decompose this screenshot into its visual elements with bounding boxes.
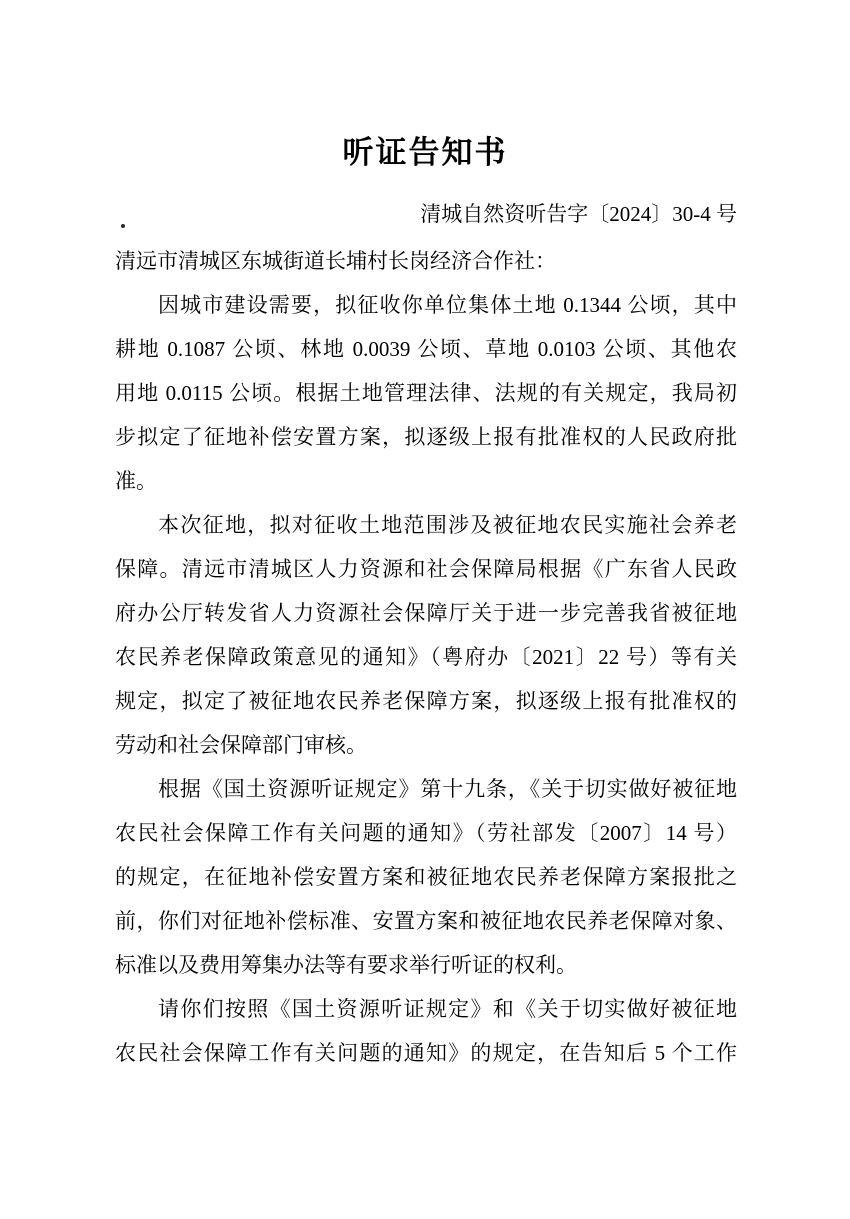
- document-line: 保障。清远市清城区人力资源和社会保障局根据《广东省人民政: [115, 557, 737, 581]
- document-body: [115, 239, 737, 1075]
- document-line: 因城市建设需要，拟征收你单位集体土地 0.1344 公顷，其中: [158, 293, 737, 317]
- document-line: 农民社会保障工作有关问题的通知》（劳社部发〔2007〕14 号）: [115, 821, 737, 845]
- document-line: 的规定，在征地补偿安置方案和被征地农民养老保障方案报批之: [115, 865, 737, 889]
- document-line: 劳动和社会保障部门审核。: [115, 733, 367, 757]
- document-line: 根据《国土资源听证规定》第十九条，《关于切实做好被征地: [158, 777, 737, 801]
- document-line: 农民养老保障政策意见的通知》（粤府办〔2021〕22 号）等有关: [115, 645, 737, 669]
- document-line: 本次征地，拟对征收土地范围涉及被征地农民实施社会养老: [158, 513, 737, 537]
- document-line: 用地 0.0115 公顷。根据土地管理法律、法规的有关规定，我局初: [115, 381, 737, 405]
- document-line: 准。: [115, 469, 157, 493]
- addressee-line: 清远市清城区东城街道长埔村长岗经济合作社：: [115, 249, 556, 273]
- document-line: 农民社会保障工作有关问题的通知》的规定，在告知后 5 个工作: [115, 1041, 737, 1065]
- scan-artifact-dot: [121, 224, 125, 228]
- document-title: 听证告知书: [342, 135, 508, 170]
- paragraphs-container: [115, 283, 737, 1075]
- document-line: 规定，拟定了被征地农民养老保障方案，拟逐级上报有批准权的: [115, 689, 737, 713]
- document-number: 清城自然资听告字〔2024〕30-4 号: [420, 202, 737, 226]
- document-line: 府办公厅转发省人力资源社会保障厅关于进一步完善我省被征地: [115, 601, 737, 625]
- document-line: 步拟定了征地补偿安置方案，拟逐级上报有批准权的人民政府批: [115, 425, 737, 449]
- document-line: 标准以及费用筹集办法等有要求举行听证的权利。: [115, 953, 577, 977]
- document-line: 前，你们对征地补偿标准、安置方案和被征地农民养老保障对象、: [115, 909, 737, 933]
- document-line: 请你们按照《国土资源听证规定》和《关于切实做好被征地: [158, 997, 737, 1021]
- document-line: 耕地 0.1087 公顷、林地 0.0039 公顷、草地 0.0103 公顷、其他农: [115, 337, 737, 361]
